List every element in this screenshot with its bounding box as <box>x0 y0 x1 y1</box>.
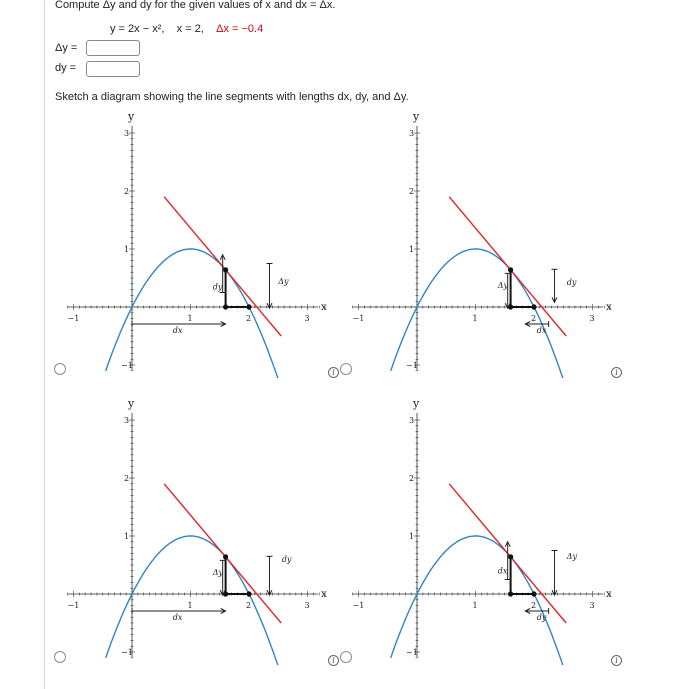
y-tick-label: −1 <box>121 648 133 657</box>
info-icon[interactable]: i <box>611 655 622 666</box>
curve-point <box>508 554 513 559</box>
curve-point <box>223 554 228 559</box>
parabola-curve <box>106 249 284 378</box>
x-axis-label: x <box>321 589 327 600</box>
given-values <box>110 23 263 35</box>
left-measure-label: Δy <box>497 280 509 290</box>
curve-point <box>508 267 513 272</box>
graph-option-a <box>60 108 330 383</box>
x-tick-label: 3 <box>304 314 310 323</box>
x-axis-label: x <box>606 302 612 313</box>
x-value-text: x = 2, <box>176 23 204 35</box>
x-tick-label: −1 <box>352 314 365 323</box>
y-tick-label: −1 <box>406 648 418 657</box>
graph-svg <box>60 395 330 665</box>
graph-svg <box>60 108 330 378</box>
left-measure-label: Δy <box>212 567 224 577</box>
y-tick-label: −1 <box>121 361 133 370</box>
x-tick-label: −1 <box>352 601 365 610</box>
y-tick-label: 1 <box>124 245 130 254</box>
y-tick-label: 1 <box>409 532 415 541</box>
run-measure-label: dx <box>172 326 183 335</box>
left-margin-rule <box>44 0 45 689</box>
axis-point-right <box>246 591 251 596</box>
info-icon[interactable]: i <box>328 655 339 666</box>
left-measure-label: dy <box>212 282 223 292</box>
radio-option-b[interactable] <box>340 363 352 375</box>
x-tick-label: 2 <box>246 601 252 610</box>
tangent-line <box>449 197 566 336</box>
x-tick-label: 3 <box>589 314 595 323</box>
x-tick-label: 1 <box>472 601 478 610</box>
y-axis-label: y <box>413 397 420 410</box>
y-tick-label: 3 <box>124 416 130 425</box>
y-tick-label: 3 <box>409 416 415 425</box>
graph-option-d <box>345 395 615 670</box>
x-tick-label: 3 <box>304 601 310 610</box>
axis-point-left <box>223 304 228 309</box>
curve-point <box>223 267 228 272</box>
dx-value-text: Δx = −0.4 <box>216 23 264 35</box>
x-axis-label: x <box>606 589 612 600</box>
run-measure-label: dy <box>536 613 547 622</box>
parabola-curve <box>391 249 569 378</box>
dy-label: dy = <box>55 62 77 74</box>
axis-point-left <box>508 591 513 596</box>
right-measure-label: dy <box>566 277 577 287</box>
y-axis-label: y <box>128 397 135 410</box>
right-measure-label: Δy <box>566 552 578 562</box>
axis-point-right <box>246 304 251 309</box>
x-tick-label: −1 <box>67 601 80 610</box>
function-text: y = 2x − x², <box>110 23 165 35</box>
y-tick-label: −1 <box>406 361 418 370</box>
instruction-text: Compute Δy and dy for the given values of x and dx = Δx. <box>55 0 336 11</box>
dy-input[interactable] <box>86 61 140 77</box>
info-icon[interactable]: i <box>328 367 339 378</box>
x-tick-label: 3 <box>589 601 595 610</box>
y-tick-label: 3 <box>124 129 130 138</box>
graph-svg <box>345 108 615 378</box>
y-tick-label: 2 <box>409 187 415 196</box>
y-tick-label: 2 <box>124 474 130 483</box>
y-tick-label: 2 <box>409 474 415 483</box>
y-tick-label: 1 <box>124 532 130 541</box>
x-tick-label: 1 <box>187 601 193 610</box>
x-tick-label: 2 <box>246 314 252 323</box>
info-icon[interactable]: i <box>611 367 622 378</box>
delta-y-label: Δy = <box>55 42 78 54</box>
graph-svg <box>345 395 615 665</box>
parabola-curve <box>391 536 569 665</box>
radio-option-d[interactable] <box>340 651 352 663</box>
graph-option-c <box>60 395 330 670</box>
axis-point-right <box>531 591 536 596</box>
x-tick-label: 2 <box>531 601 537 610</box>
y-axis-label: y <box>128 110 135 123</box>
tangent-line <box>164 484 281 623</box>
left-measure-label: dx <box>497 566 508 576</box>
right-measure-label: dy <box>281 555 292 565</box>
y-axis-label: y <box>413 110 420 123</box>
y-tick-label: 1 <box>409 245 415 254</box>
right-measure-label: Δy <box>278 276 289 286</box>
radio-option-c[interactable] <box>54 651 66 663</box>
run-measure-label: dx <box>536 326 547 335</box>
x-axis-label: x <box>321 302 327 313</box>
y-tick-label: 2 <box>124 187 130 196</box>
x-tick-label: 1 <box>472 314 478 323</box>
delta-y-input[interactable] <box>86 40 140 56</box>
y-tick-label: 3 <box>409 129 415 138</box>
x-tick-label: −1 <box>67 314 80 323</box>
graph-option-b <box>345 108 615 383</box>
radio-option-a[interactable] <box>54 363 66 375</box>
axis-point-right <box>531 304 536 309</box>
x-tick-label: 1 <box>187 314 193 323</box>
parabola-curve <box>106 536 284 665</box>
x-tick-label: 2 <box>531 314 537 323</box>
run-measure-label: dx <box>172 613 183 622</box>
sketch-prompt: Sketch a diagram showing the line segments with lengths dx, dy, and Δy. <box>55 91 409 103</box>
